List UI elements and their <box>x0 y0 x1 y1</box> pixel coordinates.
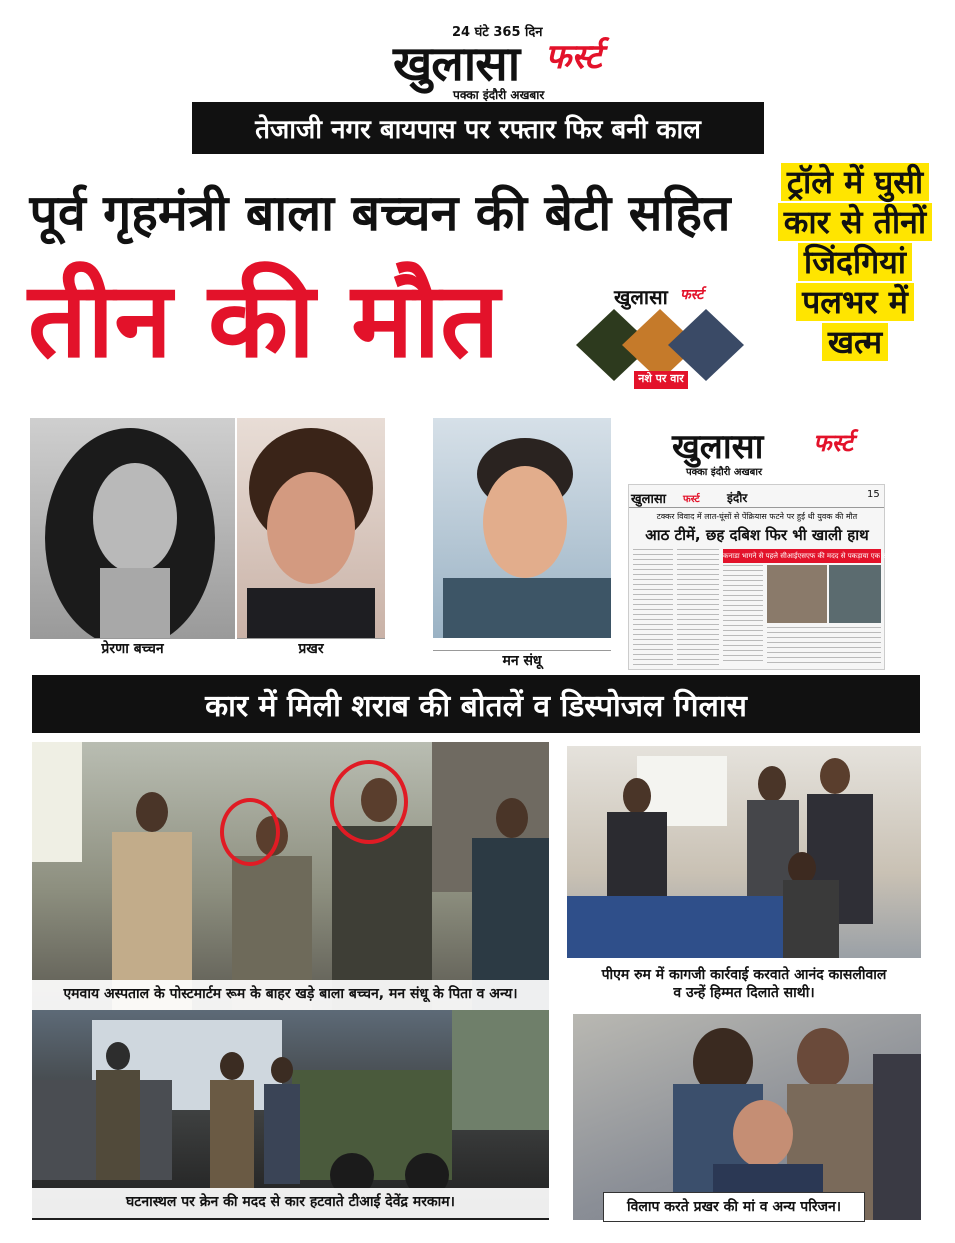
person-silhouette-icon <box>433 418 611 638</box>
masthead-subtitle: पक्का इंदौरी अखबार <box>453 88 545 102</box>
person-silhouette-icon <box>237 418 385 638</box>
crowd-silhouette-icon <box>32 742 549 1010</box>
clipping-mini-suffix: फर्स्ट <box>683 494 700 505</box>
photo-caption-block <box>567 962 921 1006</box>
masthead-tagline: 24 घंटे 365 दिन <box>452 25 543 40</box>
news-photo-family <box>573 1014 921 1220</box>
masthead-name: खुलासा <box>393 36 520 92</box>
portrait-caption: प्रेरणा बच्चन <box>30 638 235 667</box>
kicker-ribbon <box>192 102 764 154</box>
clipping-column <box>723 565 763 665</box>
portrait-photo <box>433 418 611 638</box>
section-bar-text: कार में मिली शराब की बोतलें व डिस्पोजल गिलास <box>205 688 747 724</box>
news-photo-pm-room <box>567 746 921 958</box>
clipping-photo <box>767 565 827 623</box>
portrait-photo <box>237 418 385 638</box>
campaign-badge <box>572 283 748 403</box>
clipping-masthead-sub: पक्का इंदौरी अखबार <box>686 467 763 478</box>
portrait-photo <box>30 418 235 638</box>
newspaper-clipping <box>628 418 900 668</box>
section-bar <box>32 675 920 733</box>
clipping-rule <box>629 507 884 508</box>
badge-name: खुलासा <box>614 285 668 309</box>
clipping-page <box>628 484 900 670</box>
sidebar-line: कार से तीनों <box>778 203 932 241</box>
clipping-masthead-suffix: फर्स्ट <box>813 429 853 457</box>
headline-big: तीन की मौत <box>28 259 500 381</box>
sidebar-line: ट्रॉले में घुसी <box>781 163 929 201</box>
clipping-city: इंदौर <box>727 491 748 505</box>
clipping-photo <box>829 565 881 623</box>
clipping-column <box>633 549 673 665</box>
headline: पूर्व गृहमंत्री बाला बच्चन की बेटी सहित <box>29 184 731 242</box>
clipping-headline: आठ टीमें, छह दबिश फिर भी खाली हाथ <box>645 526 869 544</box>
highlight-circle <box>330 760 408 844</box>
kicker-text: तेजाजी नगर बायपास पर रफ्तार फिर बनी काल <box>255 115 701 145</box>
badge-diamonds-icon <box>572 303 748 403</box>
photo-caption-line: पीएम रुम में कागजी कार्रवाई करवाते आनंद कासलीवाल <box>601 967 887 983</box>
sidebar-line: जिंदगियां <box>798 243 912 281</box>
clipping-page-number: 15 <box>867 489 880 500</box>
clipping-column <box>767 627 881 665</box>
photo-caption: विलाप करते प्रखर की मां व अन्य परिजन। <box>603 1192 865 1222</box>
family-scene-icon <box>573 1014 921 1220</box>
masthead-suffix: फर्स्ट <box>545 37 602 77</box>
badge-label: नशे पर वार <box>638 372 684 385</box>
sidebar-line: खत्म <box>822 323 888 361</box>
office-scene-icon <box>567 746 921 958</box>
news-photo-hospital <box>32 742 549 1010</box>
photo-caption: एमवाय अस्पताल के पोस्टमार्टम रूम के बाहर खड़े बाला बच्चन, मन संधू के पिता व अन्य। <box>32 980 549 1010</box>
photo-caption-line: व उन्हें हिम्मत दिलाते साथी। <box>673 985 815 1001</box>
highlight-circle <box>220 798 280 866</box>
sidebar-line: पलभर में <box>796 283 914 321</box>
sidebar-highlight <box>755 162 955 362</box>
clipping-subhead: कनाडा भागने से पहले सीआईएसएफ की मदद से पकड़ाया एक आरोपी <box>723 549 881 563</box>
portrait-caption: मन संधू <box>433 650 611 675</box>
clipping-kicker: टक्कर विवाद में लात-घूंसों से पेंक्रियास फटने पर हुई थी युवक की मौत <box>656 512 858 521</box>
person-silhouette-icon <box>30 418 235 638</box>
clipping-mini-name: खुलासा <box>631 492 666 507</box>
photo-caption: घटनास्थल पर क्रेन की मदद से कार हटवाते टीआई देवेंद्र मरकाम। <box>32 1188 549 1218</box>
portrait-caption: प्रखर <box>237 638 385 667</box>
clipping-masthead-name: खुलासा <box>672 427 764 467</box>
badge-suffix: फर्स्ट <box>680 287 704 303</box>
clipping-column <box>677 549 719 665</box>
